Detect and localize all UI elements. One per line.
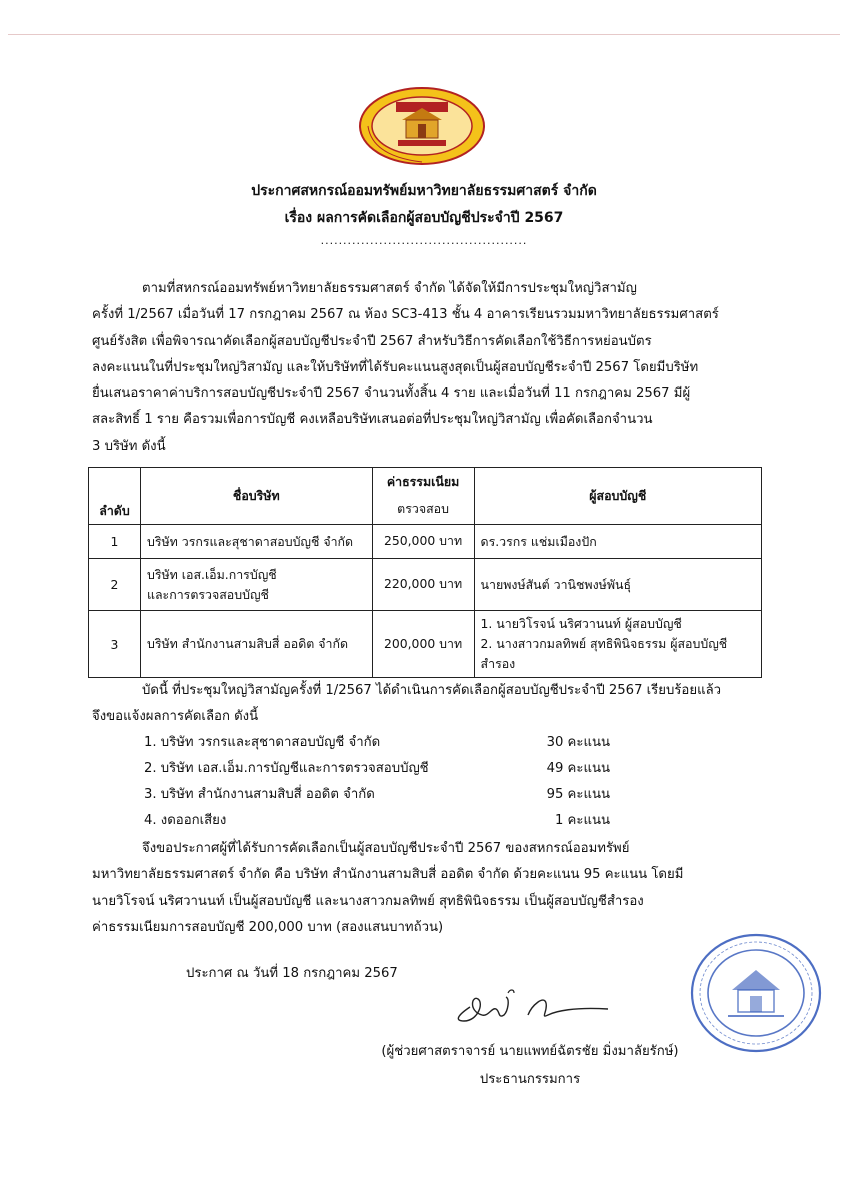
row-company-line: บริษัท วรกรและสุชาดาสอบบัญชี จำกัด <box>146 533 354 549</box>
table-row <box>89 525 762 559</box>
intro-paragraph <box>92 276 762 460</box>
announcement-subject: เรื่อง ผลการคัดเลือกผู้สอบบัญชีประจำปี 2567 <box>284 210 564 226</box>
row-auditor-line: นายพงษ์สันต์ วานิชพงษ์พันธุ์ <box>480 576 632 592</box>
announcement-line: จึงขอประกาศผู้ที่ได้รับการคัดเลือกเป็นผู้สอบบัญชีประจำปี 2567 ของสหกรณ์ออมทรัพย์ <box>142 841 630 856</box>
list-item <box>144 730 624 756</box>
title-dots: .............................................. <box>320 234 528 247</box>
list-item <box>144 782 624 808</box>
announcement-date: ประกาศ ณ วันที่ 18 กรกฎาคม 2567 <box>186 966 398 981</box>
row-fee: 220,000 บาท <box>372 559 474 611</box>
signer-name: (ผู้ช่วยศาสตราจารย์ นายแพทย์ฉัตรชัย มิ่งมาลัยรักษ์) <box>381 1044 679 1059</box>
result-intro-paragraph <box>92 678 762 731</box>
official-seal-stamp <box>688 930 824 1056</box>
result-intro-line: จึงขอแจ้งผลการคัดเลือก ดังนี้ <box>92 709 259 725</box>
header-auditor: ผู้สอบบัญชี <box>474 468 761 525</box>
row-fee: 200,000 บาท <box>372 611 474 678</box>
intro-line: สละสิทธิ์ 1 ราย คือรวมเพื่อการบัญชี คงเหลือบริษัทเสนอต่อที่ประชุมใหญ่วิสามัญ เพื่อคัดเลือกจำนวน <box>92 412 653 428</box>
signer-position: ประธานกรรมการ <box>479 1072 581 1087</box>
announcement-line: นายวิโรจน์ นริศวานนท์ เป็นผู้สอบบัญชี และนางสาวกมลทิพย์ สุทธิพินิจธรรม เป็นผู้สอบบัญชีสำรอง <box>92 893 644 909</box>
row-auditor-line: 2. นางสาวกมลทิพย์ สุทธิพินิจธรรม ผู้สอบบัญชีสำรอง <box>480 636 728 671</box>
result-company: 3. บริษัท สำนักงานสามสิบสี่ ออดิต จำกัด <box>144 787 375 802</box>
intro-line: ตามที่สหกรณ์ออมทรัพย์หาวิทยาลัยธรรมศาสตร์ จำกัด ได้จัดให้มีการประชุมใหญ่วิสามัญ <box>142 281 637 296</box>
vote-results-list <box>144 730 624 834</box>
list-item <box>144 756 624 782</box>
row-auditor <box>474 525 761 559</box>
result-score: 49 คะแนน <box>546 761 610 776</box>
header-company: ชื่อบริษัท <box>140 468 372 525</box>
list-item <box>144 808 624 834</box>
header-order: ลำดับ <box>89 468 141 525</box>
row-auditor-line: ดร.วรกร แช่มเมืองปัก <box>480 533 597 549</box>
row-order: 2 <box>89 559 141 611</box>
row-company-line: และการตรวจสอบบัญชี <box>146 586 269 602</box>
result-company: 4. งดออกเสียง <box>144 813 227 828</box>
announcement-paragraph <box>92 836 762 941</box>
result-company: 1. บริษัท วรกรและสุชาดาสอบบัญชี จำกัด <box>144 735 381 750</box>
announcement-title: ประกาศสหกรณ์ออมทรัพย์มหาวิทยาลัยธรรมศาสตร์ จำกัด <box>251 183 597 199</box>
row-company <box>140 559 372 611</box>
table-row <box>89 611 762 678</box>
intro-line: 3 บริษัท ดังนี้ <box>92 438 166 454</box>
row-company-line: บริษัท สำนักงานสามสิบสี่ ออดิต จำกัด <box>146 636 349 651</box>
row-company <box>140 611 372 678</box>
header-fee <box>372 468 474 525</box>
row-company-line: บริษัท เอส.เอ็ม.การบัญชี <box>146 566 277 582</box>
header-fee-line2: ตรวจสอบ <box>397 501 449 516</box>
row-fee: 250,000 บาท <box>372 525 474 559</box>
intro-line: ยื่นเสนอราคาค่าบริการสอบบัญชีประจำปี 2567 จำนวนทั้งสิ้น 4 ราย และเมื่อวันที่ 11 กรกฎาคม 2567 มีผู้ <box>92 386 691 402</box>
result-company: 2. บริษัท เอส.เอ็ม.การบัญชีและการตรวจสอบบัญชี <box>144 761 429 776</box>
row-auditor <box>474 559 761 611</box>
intro-line: ศูนย์รังสิต เพื่อพิจารณาคัดเลือกผู้สอบบัญชีประจำปี 2567 สำหรับวิธีการคัดเลือกใช้วิธีการหย่อนบัตร <box>92 333 652 349</box>
row-order: 3 <box>89 611 141 678</box>
auditor-candidates-table <box>88 467 762 678</box>
handwritten-signature <box>448 985 618 1025</box>
table-row <box>89 559 762 611</box>
top-divider <box>8 34 840 35</box>
table-header-row <box>89 468 762 525</box>
result-intro-line: บัดนี้ ที่ประชุมใหญ่วิสามัญครั้งที่ 1/2567 ได้ดำเนินการคัดเลือกผู้สอบบัญชีประจำปี 2567 เรียบร้อยแล้ว <box>142 683 722 698</box>
row-auditor <box>474 611 761 678</box>
header-fee-line1: ค่าธรรมเนียม <box>386 474 460 489</box>
result-score: 30 คะแนน <box>546 735 610 750</box>
intro-line: ลงคะแนนในที่ประชุมใหญ่วิสามัญ และให้บริษัทที่ได้รับคะแนนสูงสุดเป็นผู้สอบบัญชีระจำปี 2567 โดยมีบริษัท <box>92 359 699 375</box>
row-auditor-line: 1. นายวิโรจน์ นริศวานนท์ ผู้สอบบัญชี <box>480 616 682 631</box>
cooperative-logo <box>358 86 486 166</box>
announcement-line: ค่าธรรมเนียมการสอบบัญชี 200,000 บาท (สองแสนบาทถ้วน) <box>92 919 444 935</box>
announcement-line: มหาวิทยาลัยธรรมศาสตร์ จำกัด คือ บริษัท สำนักงานสามสิบสี่ ออดิต จำกัด ด้วยคะแนน 95 คะแนน โดยมี <box>92 867 684 883</box>
result-score: 1 คะแนน <box>554 813 610 828</box>
row-order: 1 <box>89 525 141 559</box>
row-company <box>140 525 372 559</box>
intro-line: ครั้งที่ 1/2567 เมื่อวันที่ 17 กรกฎาคม 2567 ณ ห้อง SC3-413 ชั้น 4 อาคารเรียนรวมมหาวิทยาลัยธรรมศาสตร์ <box>92 307 719 323</box>
result-score: 95 คะแนน <box>546 787 610 802</box>
